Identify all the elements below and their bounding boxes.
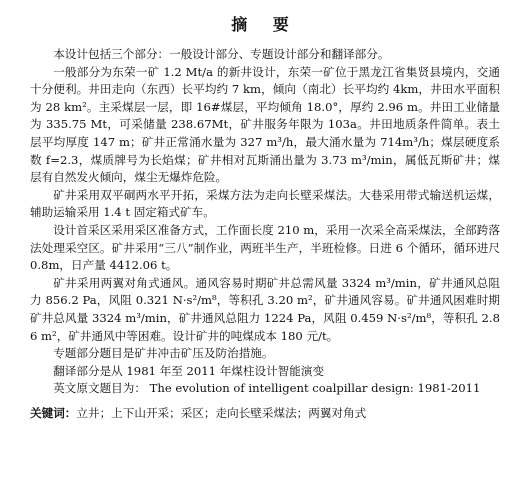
paragraph-special-topic: 专题部分题目是矿井冲击矿压及防治措施。: [53, 346, 274, 361]
paragraph-development: 矿井采用双平硐两水平开拓，采煤方法为走向长壁采煤法。大巷采用带式输送机运煤，辅助运输采用 1.4 t 固定箱式矿车。: [30, 187, 500, 220]
keywords-label: 关键词：: [30, 405, 77, 420]
keywords-text: 立井；上下山开采；采区；走向长壁采煤法；两翼对角式: [76, 405, 367, 420]
paragraph-ventilation: 矿井采用两翼对角式通风。通风容易时期矿井总需风量 3324 m³/min，矿井通风总阻力 856.2 Pa，风阻 0.321 N·s²/m⁸，等积孔 3.20 m²，矿井通风容易。矿井通风困难时期矿井总风量 3324 m³/min，矿井通风总阻力 1224 Pa，风阻 0.459 N·s²/m⁸，等积孔 2.86 m²，矿井通风中等困难。设计矿井的吨煤成本 180 元/t。: [30, 275, 500, 343]
paragraph-translation: 翻译部分是从 1981 年至 2011 年煤柱设计智能演变: [53, 363, 325, 378]
paragraph-mining-district: 设计首采区采用采区准备方式，工作面长度 210 m，采用一次采全高采煤法，全部跨落法处理采空区。矿井采用“三八”制作业，两班半生产，半班检修。日进 6 个循环，循环进尺 0.8m，日产量 4412.06 t。: [30, 222, 500, 273]
paragraph-general-design: 一般部分为东荣一矿 1.2 Mt/a 的新井设计，东荣一矿位于黑龙江省集贤县境内，交通十分便利。井田走向（东西）长平均约 7 km，倾向（南北）长平均约 4km，井田水平面积为 28 km²。主采煤层一层，即 16#煤层，平均倾角 18.0°，厚约 2.96 m。井田工业储量为 335.75 Mt，可采储量 238.67Mt，矿井服务年限为 103a。井田地质条件简单。表土层平均厚度 147 m；矿井正常涌水量为 327 m³/h，最大涌水量为 714m³/h；煤层硬度系数 f=2.3，煤质牌号为长焰煤；矿井相对瓦斯涌出量为 3.73 m³/min，属低瓦斯矿井；煤层有自然发火倾向，煤尘无爆炸危险。: [30, 64, 500, 185]
paragraph-english-title: 英文原文题目为： The evolution of intelligent coalpillar design: 1981-2011: [53, 381, 481, 396]
abstract-title: 摘 要: [231, 15, 299, 34]
keywords: [30, 404, 500, 422]
paragraph-overview: 本设计包括三个部分：一般设计部分、专题设计部分和翻译部分。: [53, 47, 390, 61]
